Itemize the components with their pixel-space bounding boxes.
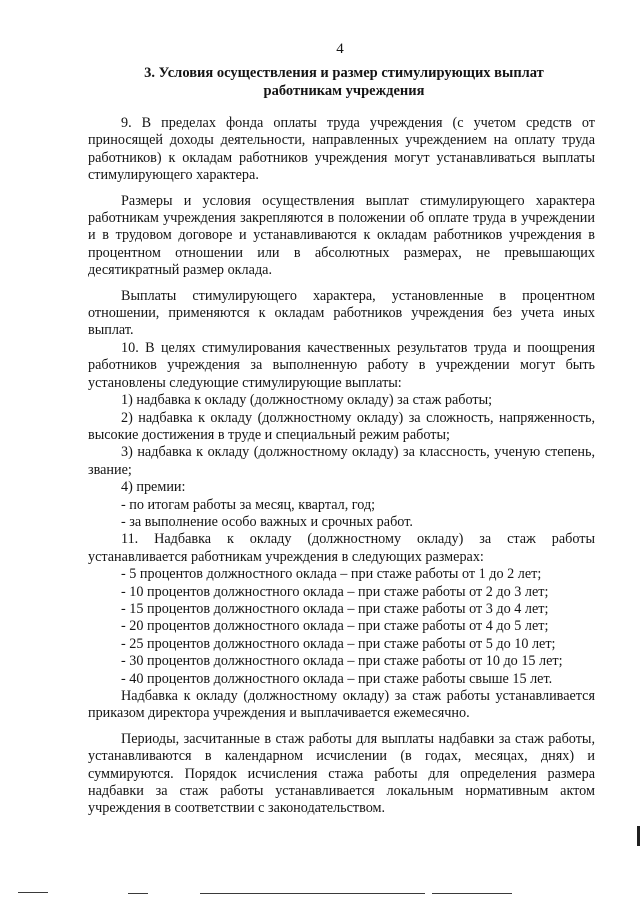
seniority-rate-5: - 5 процентов должностного оклада – при стаже работы от 1 до 2 лет; bbox=[121, 566, 542, 583]
section-title bbox=[96, 64, 592, 100]
scan-footer-artifact bbox=[0, 888, 640, 905]
paragraph-periods: Периоды, засчитанные в стаж работы для выплаты надбавки за стаж работы, устанавливаются в календарном исчислении (в годах, месяцах, днях) и суммируются. Порядок исчисления стажа работы для определения размера надбавки за стаж работы устанавливается локальным нормативным актом учреждения в соответствии с законодательством. bbox=[88, 730, 595, 817]
paragraph-10: 10. В целях стимулирования качественных результатов труда и поощрения работников учреждения за выполненную работу в учреждении могут быть установлены следующие стимулирующие выплаты: bbox=[88, 339, 595, 391]
page-number: 4 bbox=[336, 41, 344, 57]
document-body bbox=[88, 115, 595, 818]
list-item-bonus-seniority: 1) надбавка к окладу (должностному окладу) за стаж работы; bbox=[121, 392, 493, 409]
scan-line bbox=[128, 893, 148, 894]
scan-line bbox=[18, 892, 48, 893]
section-title-line-1: 3. Условия осуществления и размер стимулирующих выплат bbox=[144, 65, 544, 81]
seniority-rate-20: - 20 процентов должностного оклада – при стаже работы от 4 до 5 лет; bbox=[121, 618, 549, 635]
scan-line bbox=[200, 893, 425, 894]
seniority-rate-40: - 40 процентов должностного оклада – при стаже работы свыше 15 лет. bbox=[121, 670, 553, 687]
paragraph-11: 11. Надбавка к окладу (должностному окладу) за стаж работы устанавливается работникам учреждения в следующих размерах: bbox=[88, 531, 595, 565]
seniority-rate-30: - 30 процентов должностного оклада – при стаже работы от 10 до 15 лет; bbox=[121, 653, 563, 670]
paragraph-stimulus-sizes: Размеры и условия осуществления выплат стимулирующего характера работникам учреждения закрепляются в положении об оплате труда в учреждении и в трудовом договоре и устанавливаются к окладам работников учреждения в процентном отношении или в абсолютных размерах, не превышающих десятикратный размер оклада. bbox=[88, 192, 595, 279]
list-item-premiums: 4) премии: bbox=[121, 479, 186, 496]
seniority-rate-25: - 25 процентов должностного оклада – при стаже работы от 5 до 10 лет; bbox=[121, 635, 556, 652]
list-item-premium-period: - по итогам работы за месяц, квартал, год; bbox=[121, 496, 376, 513]
list-item-bonus-class: 3) надбавка к окладу (должностному окладу) за классность, ученую степень, звание; bbox=[88, 444, 595, 478]
seniority-rate-10: - 10 процентов должностного оклада – при стаже работы от 2 до 3 лет; bbox=[121, 583, 549, 600]
paragraph-bonus-order: Надбавка к окладу (должностному окладу) за стаж работы устанавливается приказом директора учреждения и выплачивается ежемесячно. bbox=[88, 688, 595, 722]
section-title-line-2: работникам учреждения bbox=[263, 83, 425, 99]
list-item-premium-urgent: - за выполнение особо важных и срочных работ. bbox=[121, 513, 413, 530]
list-item-bonus-complexity: 2) надбавка к окладу (должностному окладу) за сложность, напряженность, высокие достижения в труде и специальный режим работы; bbox=[88, 409, 595, 443]
seniority-rate-15: - 15 процентов должностного оклада – при стаже работы от 3 до 4 лет; bbox=[121, 600, 549, 617]
paragraph-percent-payments: Выплаты стимулирующего характера, установленные в процентном отношении, применяются к окладам работников учреждения без учета иных выплат. bbox=[88, 287, 595, 339]
paragraph-9: 9. В пределах фонда оплаты труда учреждения (с учетом средств от приносящей доходы деятельности, направленных учреждением на оплату труда работников) к окладам работников учреждения могут устанавливаться выплаты стимулирующего характера. bbox=[88, 115, 595, 184]
scan-line bbox=[432, 893, 512, 894]
